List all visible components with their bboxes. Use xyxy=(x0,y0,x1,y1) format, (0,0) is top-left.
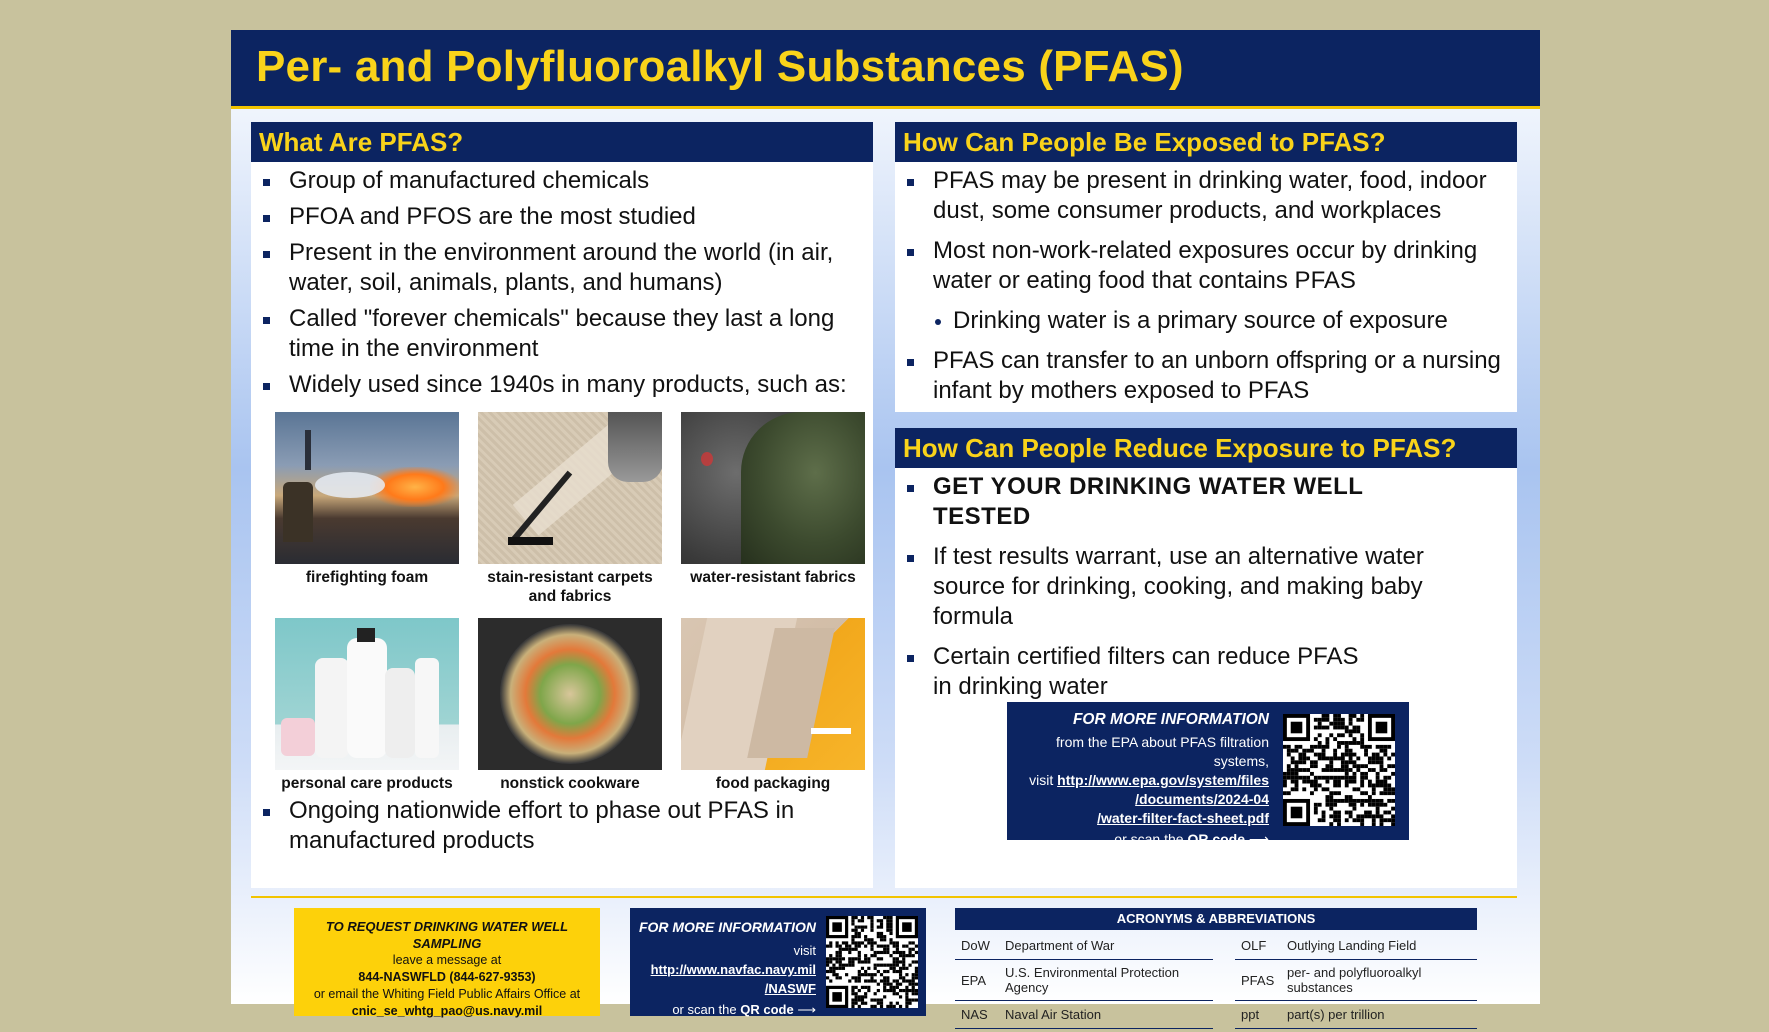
list-item: PFAS may be present in drinking water, food, indoor dust, some consumer products, and workplaces xyxy=(895,166,1509,226)
qr-code-label: QR code xyxy=(740,1002,794,1017)
list-item: Present in the environment around the world (in air, water, soil, animals, plants, and humans) xyxy=(251,238,873,298)
exposure-heading: How Can People Be Exposed to PFAS? xyxy=(895,122,1517,162)
reduce-exposure-panel xyxy=(895,428,1517,888)
abbr-cell: PFAS xyxy=(1235,960,1281,1001)
vacuum-carpet-photo xyxy=(478,412,662,564)
def-cell: U.S. Environmental Protection Agency xyxy=(999,960,1213,1001)
list-item: Certain certified filters can reduce PFAS in drinking water xyxy=(895,642,1457,702)
list-item: GET YOUR DRINKING WATER WELL TESTED xyxy=(895,472,1457,532)
product-tile xyxy=(681,412,865,587)
scan-label: or scan the xyxy=(1114,831,1184,847)
sampling-text: leave a message at xyxy=(392,953,502,967)
product-caption: water-resistant fabrics xyxy=(690,569,856,586)
phone-number: 844-NASWFLD (844-627-9353) xyxy=(358,970,536,984)
sampling-request-box xyxy=(294,908,600,1016)
def-cell: Outlying Landing Field xyxy=(1281,932,1477,960)
frying-pan-photo xyxy=(478,618,662,770)
def-cell: Naval Air Station xyxy=(999,1001,1213,1029)
product-tile xyxy=(478,618,662,793)
def-cell: Department of War xyxy=(999,932,1213,960)
product-caption: nonstick cookware xyxy=(500,775,640,792)
epa-info-box xyxy=(1007,702,1409,847)
navfac-link[interactable]: http://www.navfac.navy.mil xyxy=(650,962,816,977)
poster-title: Per- and Polyfluoroalkyl Substances (PFAS) xyxy=(256,42,1184,91)
product-caption: stain-resistant carpets and fabrics xyxy=(487,569,653,605)
product-caption: firefighting foam xyxy=(305,569,429,586)
qr-code-icon xyxy=(826,916,918,1008)
pizza-boxes-photo xyxy=(681,618,865,770)
visit-label: visit xyxy=(1029,772,1054,788)
navfac-info-box xyxy=(630,908,926,1016)
cosmetic-bottles-photo xyxy=(275,618,459,770)
navfac-link-cont[interactable]: /NASWF xyxy=(764,981,816,996)
list-item: PFOA and PFOS are the most studied xyxy=(251,202,873,232)
arrow-icon: ⟶ xyxy=(797,1002,816,1017)
sub-list-item: Drinking water is a primary source of exposure xyxy=(895,306,1509,336)
reduce-exposure-heading: How Can People Reduce Exposure to PFAS? xyxy=(895,428,1517,468)
pfas-poster xyxy=(231,30,1540,1022)
list-item: If test results warrant, use an alternative water source for drinking, cooking, and making baby formula xyxy=(895,542,1457,632)
what-are-pfas-heading: What Are PFAS? xyxy=(251,122,873,162)
list-item: PFAS can transfer to an unborn offspring or a nursing infant by mothers exposed to PFAS xyxy=(895,346,1509,406)
def-cell: part(s) per trillion xyxy=(1281,1001,1477,1029)
product-tile xyxy=(681,618,865,793)
scan-label: or scan the xyxy=(672,1002,737,1017)
epa-link-cont[interactable]: /water-filter-fact-sheet.pdf xyxy=(1097,810,1269,826)
acronyms-table-right xyxy=(1235,932,1477,1029)
abbr-cell: EPA xyxy=(955,960,999,1001)
acronyms-heading: ACRONYMS & ABBREVIATIONS xyxy=(955,908,1477,930)
what-are-pfas-list xyxy=(251,166,873,400)
table-row xyxy=(955,932,1213,960)
table-row xyxy=(1235,932,1477,960)
epa-info-heading: FOR MORE INFORMATION xyxy=(1072,711,1269,728)
footer-divider xyxy=(251,896,1517,898)
table-row xyxy=(1235,960,1477,1001)
def-cell: per- and polyfluoroalkyl substances xyxy=(1281,960,1477,1001)
abbr-cell: ppt xyxy=(1235,1001,1281,1029)
phase-out-list xyxy=(251,796,873,856)
abbr-cell: DoW xyxy=(955,932,999,960)
acronyms-table-left xyxy=(955,932,1213,1029)
epa-qr-code[interactable] xyxy=(1283,714,1395,826)
product-tile xyxy=(275,618,459,793)
qr-code-icon xyxy=(1283,714,1395,826)
product-tile xyxy=(478,412,662,606)
rain-jacket-photo xyxy=(681,412,865,564)
arrow-icon: ⟶ xyxy=(1248,831,1269,847)
navfac-qr-code[interactable] xyxy=(826,916,918,1008)
epa-link[interactable]: http://www.epa.gov/system/files xyxy=(1057,772,1269,788)
list-item: Group of manufactured chemicals xyxy=(251,166,873,196)
product-tile xyxy=(275,412,459,587)
what-are-pfas-panel xyxy=(251,122,873,888)
navfac-info-heading: FOR MORE INFORMATION xyxy=(638,919,816,935)
sampling-text: or email the Whiting Field Public Affairs Office at xyxy=(313,987,581,1001)
product-caption: personal care products xyxy=(281,775,453,792)
sampling-heading: TO REQUEST DRINKING WATER WELL SAMPLING xyxy=(325,919,569,951)
list-item: Called "forever chemicals" because they last a long time in the environment xyxy=(251,304,873,364)
list-item: Widely used since 1940s in many products, such as: xyxy=(251,370,873,400)
list-item: Most non-work-related exposures occur by drinking water or eating food that contains PFAS xyxy=(895,236,1509,296)
exposure-panel xyxy=(895,122,1517,412)
list-item: Ongoing nationwide effort to phase out PFAS in manufactured products xyxy=(251,796,873,856)
visit-label: visit xyxy=(793,943,816,958)
product-caption: food packaging xyxy=(715,775,831,792)
table-row xyxy=(955,1001,1213,1029)
table-row xyxy=(1235,1001,1477,1029)
email-link[interactable]: cnic_se_whtg_pao@us.navy.mil xyxy=(351,1004,543,1018)
firefighting-photo xyxy=(275,412,459,564)
reduce-exposure-list xyxy=(895,472,1517,702)
abbr-cell: NAS xyxy=(955,1001,999,1029)
acronyms-box xyxy=(955,908,1477,1022)
table-row xyxy=(955,960,1213,1001)
epa-info-text: from the EPA about PFAS filtration systems, xyxy=(1056,734,1269,769)
abbr-cell: OLF xyxy=(1235,932,1281,960)
epa-link-cont[interactable]: /documents/2024-04 xyxy=(1135,791,1269,807)
qr-code-label: QR code xyxy=(1187,831,1246,847)
title-bar xyxy=(231,30,1540,109)
exposure-list xyxy=(895,166,1517,406)
